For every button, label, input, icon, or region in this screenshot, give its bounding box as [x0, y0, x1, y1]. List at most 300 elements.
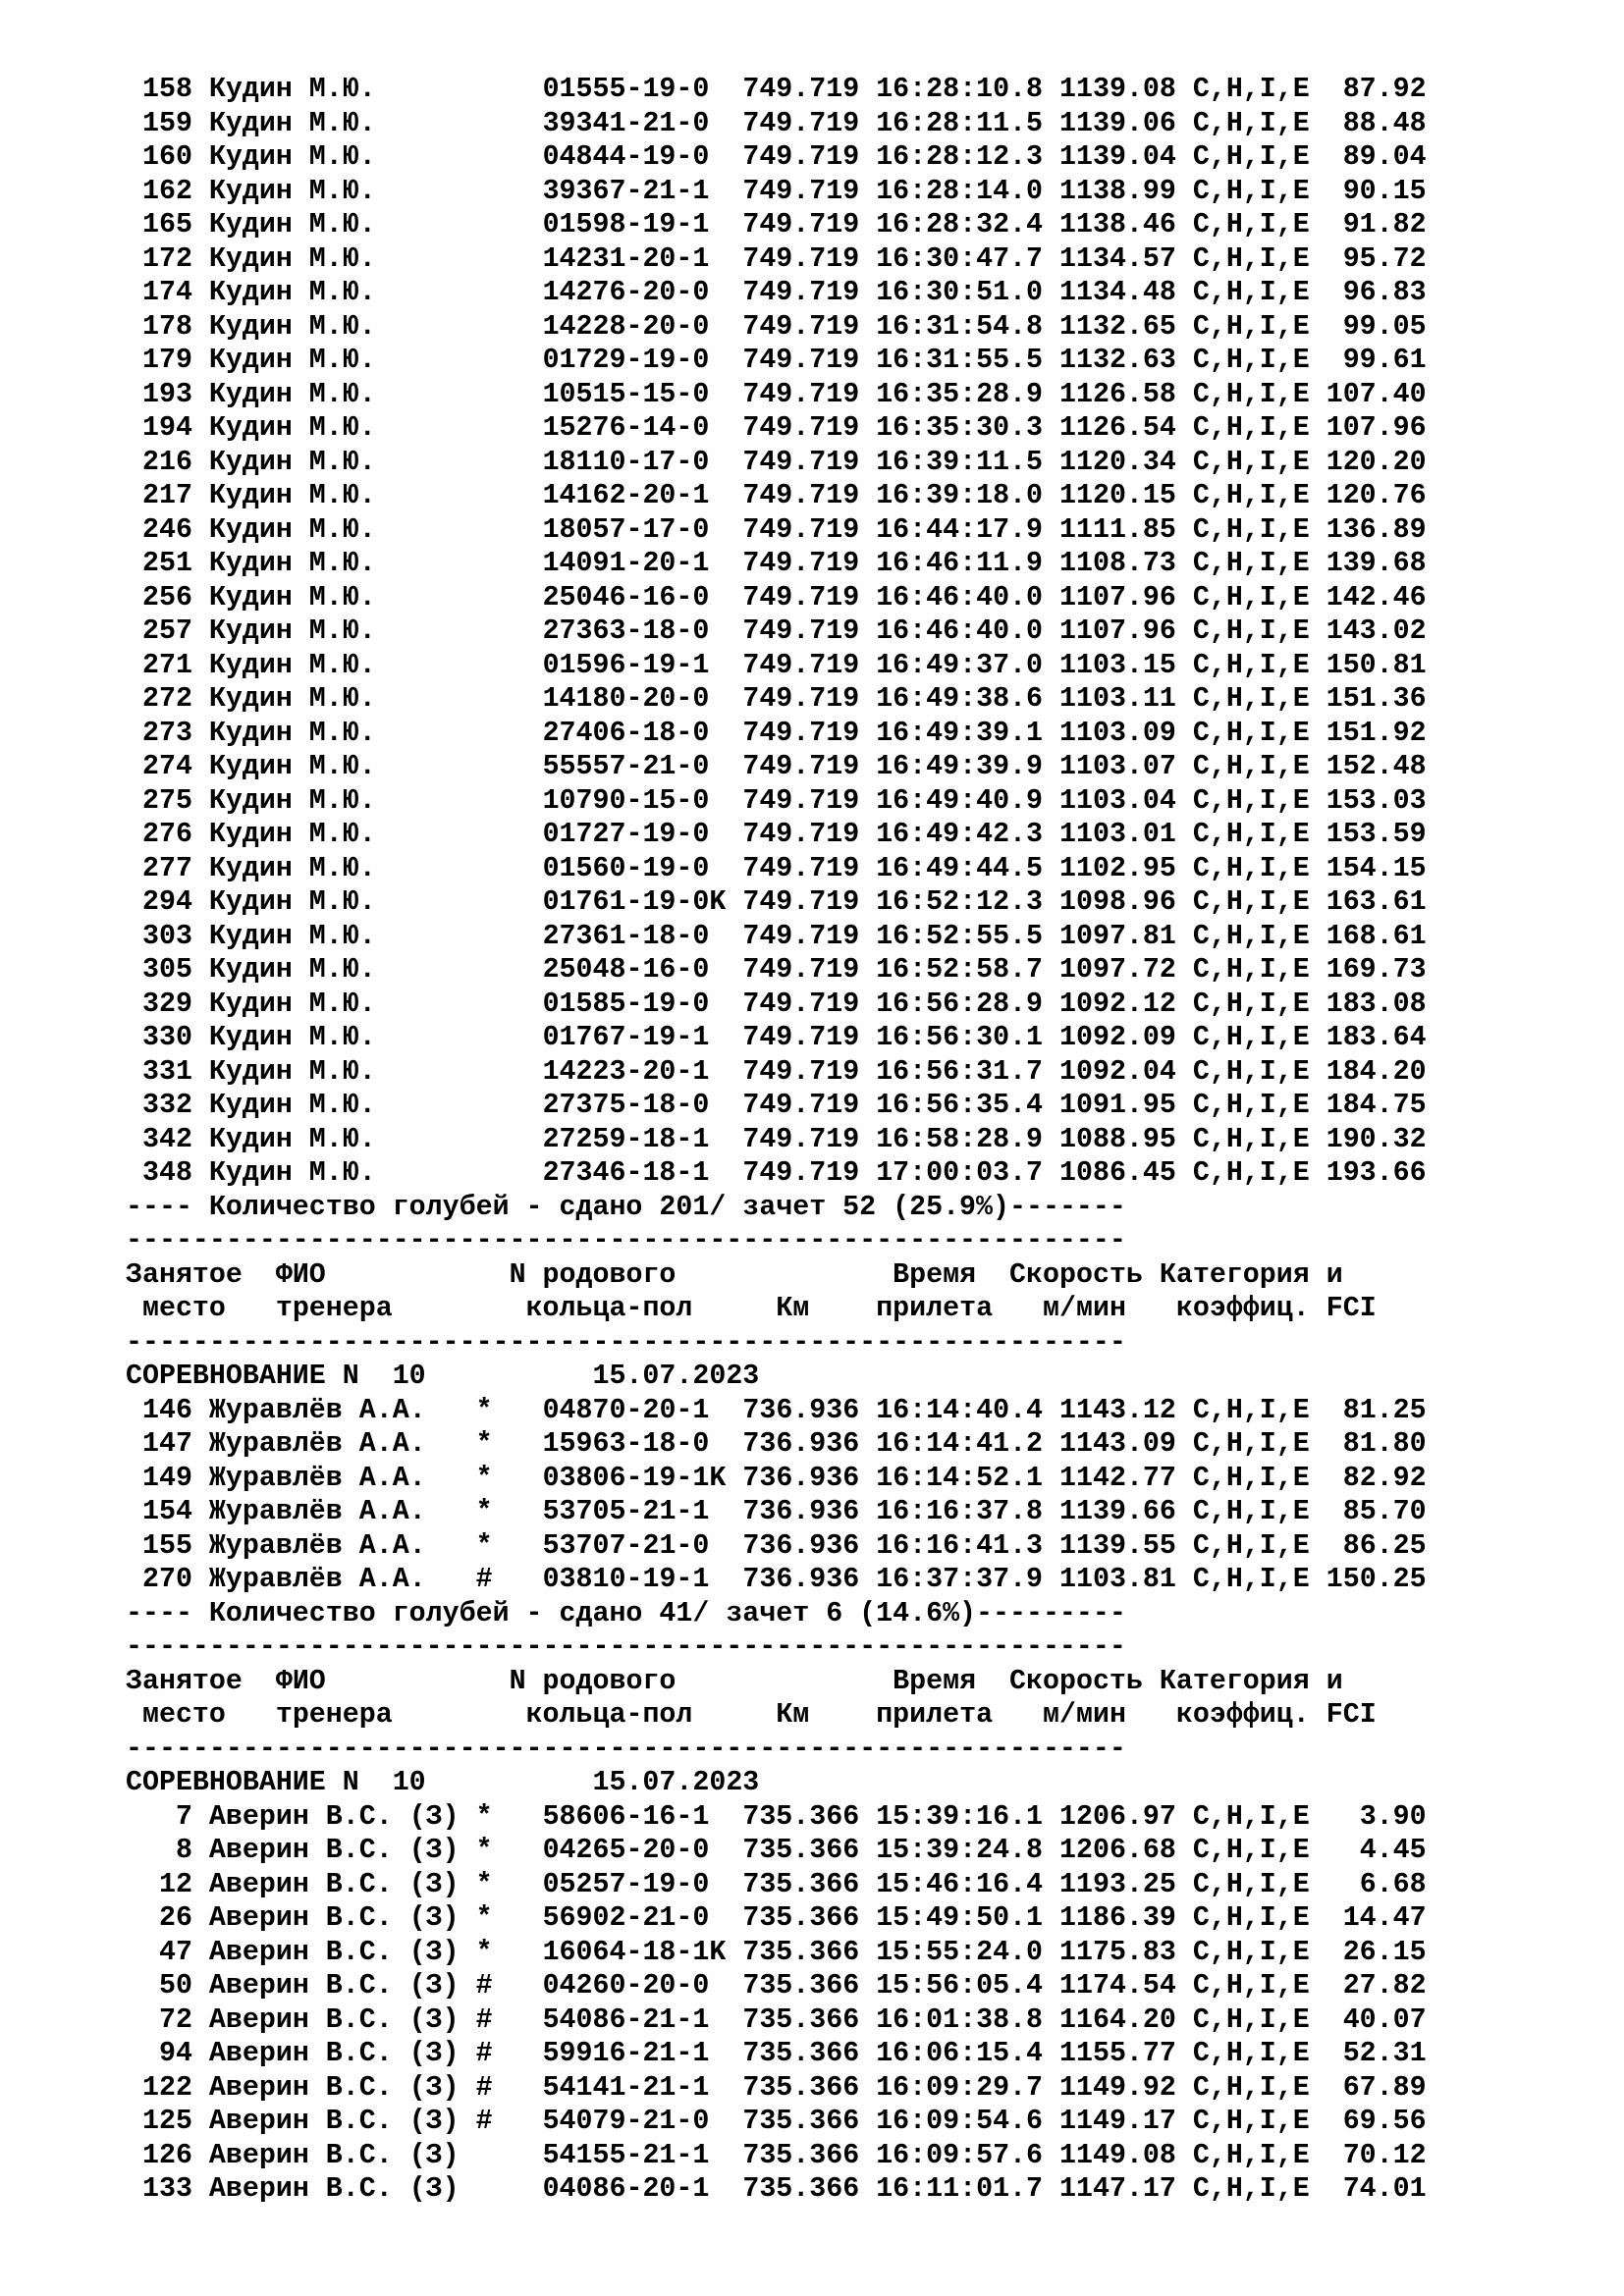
- distance-km: 749.719: [742, 751, 860, 782]
- distance-km: 736.936: [742, 1462, 860, 1494]
- speed: 1103.81: [1059, 1564, 1176, 1595]
- fci-coefficient: 90.15: [1342, 175, 1427, 207]
- col-time-subheader: прилета: [876, 1293, 994, 1324]
- distance-km: 749.719: [742, 74, 860, 105]
- ring-number: 27375-18-0: [542, 1090, 710, 1121]
- category: C,H,I,E: [1192, 2139, 1310, 2171]
- trainer-name: Аверин В.С. (З): [208, 2173, 460, 2205]
- col-category-subheader: коэффиц.: [1175, 1699, 1310, 1731]
- ring-number: 05257-19-0: [542, 1868, 710, 1900]
- fci-coefficient: 143.02: [1326, 615, 1427, 647]
- ring-number: 01598-19-1: [542, 209, 710, 240]
- ring-number: 54155-21-1: [542, 2139, 710, 2171]
- col-time-header: Время: [893, 1258, 977, 1291]
- distance-km: 735.366: [742, 2071, 860, 2104]
- ring-number: 27406-18-0: [542, 717, 710, 749]
- speed: 1139.66: [1059, 1496, 1176, 1527]
- ring-number: 27363-18-0: [542, 615, 710, 647]
- ring-number: 04844-19-0: [542, 141, 710, 173]
- speed: 1186.39: [1059, 1902, 1176, 1934]
- arrival-time: 16:49:40.9: [876, 784, 1044, 817]
- bird-mark: *: [475, 1868, 493, 1900]
- category: C,H,I,E: [1192, 615, 1310, 647]
- bird-mark: *: [475, 1428, 493, 1460]
- distance-km: 749.719: [742, 378, 860, 410]
- competition-date: 15.07.2023: [592, 1361, 760, 1392]
- distance-km: 735.366: [742, 2139, 860, 2171]
- place: 165: [141, 209, 192, 240]
- arrival-time: 16:28:10.8: [876, 74, 1044, 105]
- ring-number: 56902-21-0: [542, 1902, 710, 1934]
- arrival-time: 16:49:39.1: [876, 717, 1044, 749]
- distance-km: 735.366: [742, 2106, 860, 2137]
- category: C,H,I,E: [1192, 852, 1310, 884]
- col-km-header: Км: [776, 1699, 810, 1731]
- speed: 1149.17: [1059, 2106, 1176, 2137]
- category: C,H,I,E: [1192, 209, 1310, 240]
- trainer-name: Журавлёв А.А.: [208, 1462, 426, 1494]
- category: C,H,I,E: [1192, 581, 1310, 614]
- speed: 1092.04: [1059, 1055, 1176, 1088]
- distance-km: 736.936: [742, 1394, 860, 1426]
- place: 329: [141, 988, 192, 1020]
- col-name-header: ФИО: [275, 1258, 326, 1291]
- arrival-time: 16:46:40.0: [876, 581, 1044, 614]
- place: 94: [158, 2038, 192, 2069]
- col-time-subheader: прилета: [876, 1699, 994, 1731]
- col-fci-header: FCI: [1326, 1293, 1377, 1324]
- place: 50: [158, 1970, 192, 2002]
- category: C,H,I,E: [1192, 277, 1310, 308]
- arrival-time: 16:39:18.0: [876, 480, 1044, 511]
- fci-coefficient: 184.75: [1326, 1090, 1427, 1121]
- speed: 1139.06: [1059, 107, 1176, 139]
- fci-coefficient: 152.48: [1326, 751, 1427, 782]
- ring-number: 59916-21-1: [542, 2038, 710, 2069]
- ring-number: 16064-18-1K: [542, 1936, 727, 1968]
- distance-km: 749.719: [742, 683, 860, 715]
- arrival-time: 16:14:41.2: [876, 1428, 1044, 1460]
- trainer-name: Кудин М.Ю.: [208, 852, 376, 884]
- trainer-name: Аверин В.С. (З): [208, 1835, 460, 1866]
- bird-mark: *: [475, 1496, 493, 1527]
- category: C,H,I,E: [1192, 513, 1310, 546]
- distance-km: 749.719: [742, 107, 860, 139]
- fci-coefficient: 153.59: [1326, 819, 1427, 850]
- distance-km: 735.366: [742, 1902, 860, 1934]
- ring-number: 15963-18-0: [542, 1428, 710, 1460]
- trainer-name: Кудин М.Ю.: [208, 412, 376, 444]
- competition-title: СОРЕВНОВАНИЕ N 10: [126, 1361, 426, 1392]
- category: C,H,I,E: [1192, 1835, 1310, 1866]
- trainer-name: Кудин М.Ю.: [208, 446, 376, 478]
- arrival-time: 16:56:31.7: [876, 1055, 1044, 1088]
- bird-mark: *: [475, 1835, 493, 1866]
- col-name-subheader: тренера: [275, 1699, 393, 1731]
- table-row: [126, 2037, 1427, 2071]
- place: 178: [141, 310, 192, 343]
- ring-number: 55557-21-0: [542, 751, 710, 782]
- ring-number: 01727-19-0: [542, 819, 710, 850]
- arrival-time: 16:35:30.3: [876, 412, 1044, 444]
- ring-number: 04086-20-1: [542, 2173, 710, 2205]
- distance-km: 736.936: [742, 1564, 860, 1595]
- distance-km: 735.366: [742, 1835, 860, 1866]
- category: C,H,I,E: [1192, 548, 1310, 579]
- trainer-name: Кудин М.Ю.: [208, 1157, 376, 1189]
- speed: 1174.54: [1059, 1970, 1176, 2002]
- fci-coefficient: 151.92: [1326, 717, 1427, 749]
- ring-number: 25046-16-0: [542, 581, 710, 614]
- speed: 1138.99: [1059, 175, 1176, 207]
- ring-number: 04260-20-0: [542, 1970, 710, 2002]
- col-category-header: Категория и: [1159, 1665, 1343, 1697]
- distance-km: 735.366: [742, 2038, 860, 2069]
- table-row: [126, 411, 1427, 446]
- arrival-time: 16:44:17.9: [876, 513, 1044, 546]
- place: 125: [141, 2106, 192, 2137]
- fci-coefficient: 52.31: [1342, 2038, 1427, 2069]
- trainer-name: Кудин М.Ю.: [208, 175, 376, 207]
- category: C,H,I,E: [1192, 784, 1310, 817]
- distance-km: 749.719: [742, 581, 860, 614]
- col-speed-header: Скорость: [1009, 1665, 1143, 1697]
- arrival-time: 16:49:44.5: [876, 852, 1044, 884]
- table-row: [126, 953, 1427, 988]
- distance-km: 749.719: [742, 513, 860, 546]
- ring-number: 01761-19-0K: [542, 886, 727, 918]
- speed: 1193.25: [1059, 1868, 1176, 1900]
- trainer-name: Кудин М.Ю.: [208, 819, 376, 850]
- place: 159: [141, 107, 192, 139]
- fci-coefficient: 99.05: [1342, 310, 1427, 343]
- bird-mark: *: [475, 1936, 493, 1968]
- arrival-time: 16:16:41.3: [876, 1529, 1044, 1562]
- place: 193: [141, 378, 192, 410]
- category: C,H,I,E: [1192, 242, 1310, 275]
- fci-coefficient: 14.47: [1342, 1902, 1427, 1934]
- trainer-name: Аверин В.С. (З): [208, 1936, 460, 1968]
- arrival-time: 16:52:55.5: [876, 920, 1044, 952]
- ring-number: 27346-18-1: [542, 1157, 710, 1189]
- col-place-subheader: место: [141, 1699, 226, 1731]
- trainer-name: Кудин М.Ю.: [208, 717, 376, 749]
- bird-mark: #: [475, 1564, 493, 1595]
- trainer-name: Кудин М.Ю.: [208, 310, 376, 343]
- trainer-name: Кудин М.Ю.: [208, 886, 376, 918]
- trainer-name: Аверин В.С. (З): [208, 2003, 460, 2036]
- competition-date: 15.07.2023: [592, 1767, 760, 1798]
- place: 47: [158, 1936, 192, 1968]
- arrival-time: 15:55:24.0: [876, 1936, 1044, 1968]
- fci-coefficient: 151.36: [1326, 683, 1427, 715]
- table-row: [126, 1123, 1427, 1157]
- speed: 1092.12: [1059, 988, 1176, 1020]
- arrival-time: 16:49:39.9: [876, 751, 1044, 782]
- table-row: [126, 2003, 1427, 2038]
- category: C,H,I,E: [1192, 886, 1310, 918]
- col-category-header: Категория и: [1159, 1258, 1343, 1291]
- fci-coefficient: 91.82: [1342, 209, 1427, 240]
- arrival-time: 15:49:50.1: [876, 1902, 1044, 1934]
- speed: 1139.08: [1059, 74, 1176, 105]
- fci-coefficient: 87.92: [1342, 74, 1427, 105]
- distance-km: 749.719: [742, 345, 860, 376]
- arrival-time: 16:39:11.5: [876, 446, 1044, 478]
- category: C,H,I,E: [1192, 1868, 1310, 1900]
- fci-coefficient: 6.68: [1359, 1868, 1427, 1900]
- trainer-name: Кудин М.Ю.: [208, 988, 376, 1020]
- distance-km: 749.719: [742, 412, 860, 444]
- ring-number: 03806-19-1K: [542, 1462, 727, 1494]
- trainer-name: Аверин В.С. (З): [208, 2139, 460, 2171]
- trainer-name: Кудин М.Ю.: [208, 480, 376, 511]
- bird-mark: #: [475, 1970, 493, 2002]
- col-category-subheader: коэффиц.: [1175, 1293, 1310, 1324]
- distance-km: 749.719: [742, 175, 860, 207]
- distance-km: 735.366: [742, 1800, 860, 1833]
- table-row: [126, 1055, 1427, 1090]
- place: 216: [141, 446, 192, 478]
- trainer-name: Аверин В.С. (З): [208, 1902, 460, 1934]
- bird-mark: *: [475, 1800, 493, 1833]
- distance-km: 749.719: [742, 784, 860, 817]
- trainer-name: Кудин М.Ю.: [208, 209, 376, 240]
- arrival-time: 15:46:16.4: [876, 1868, 1044, 1900]
- trainer-name: Аверин В.С. (З): [208, 1868, 460, 1900]
- table-row: [126, 1529, 1427, 1564]
- category: C,H,I,E: [1192, 141, 1310, 173]
- distance-km: 749.719: [742, 1055, 860, 1088]
- fci-coefficient: 193.66: [1326, 1157, 1427, 1189]
- competition-title: СОРЕВНОВАНИЕ N 10: [126, 1767, 426, 1798]
- table-row: [126, 750, 1427, 784]
- trainer-name: Кудин М.Ю.: [208, 954, 376, 986]
- fci-coefficient: 150.81: [1326, 649, 1427, 681]
- trainer-name: Кудин М.Ю.: [208, 277, 376, 308]
- fci-coefficient: 70.12: [1342, 2139, 1427, 2171]
- place: 26: [158, 1902, 192, 1934]
- place: 72: [158, 2003, 192, 2036]
- ring-number: 14162-20-1: [542, 480, 710, 511]
- speed: 1111.85: [1059, 513, 1176, 546]
- place: 12: [158, 1868, 192, 1900]
- distance-km: 749.719: [742, 649, 860, 681]
- fci-coefficient: 74.01: [1342, 2173, 1427, 2205]
- ring-number: 14231-20-1: [542, 242, 710, 275]
- place: 270: [141, 1564, 192, 1595]
- table-row: [126, 852, 1427, 886]
- divider: ------------------------------------------------------------: [126, 1733, 1126, 1765]
- ring-number: 53707-21-0: [542, 1529, 710, 1562]
- table-row: [126, 988, 1427, 1022]
- table-row: [126, 1800, 1427, 1835]
- place: 342: [141, 1123, 192, 1155]
- distance-km: 749.719: [742, 988, 860, 1020]
- table-row: [126, 242, 1427, 277]
- table-row: [126, 2172, 1427, 2207]
- table-row: [126, 614, 1427, 649]
- trainer-name: Кудин М.Ю.: [208, 615, 376, 647]
- table-row: [126, 1089, 1427, 1123]
- place: 294: [141, 886, 192, 918]
- table-row: [126, 885, 1427, 920]
- speed: 1132.63: [1059, 345, 1176, 376]
- table-row: [126, 547, 1427, 581]
- fci-coefficient: 3.90: [1359, 1800, 1427, 1833]
- category: C,H,I,E: [1192, 107, 1310, 139]
- speed: 1086.45: [1059, 1157, 1176, 1189]
- bird-mark: #: [475, 2003, 493, 2036]
- place: 179: [141, 345, 192, 376]
- trainer-name: Аверин В.С. (З): [208, 2038, 460, 2069]
- category: C,H,I,E: [1192, 1529, 1310, 1562]
- bird-mark: #: [475, 2071, 493, 2104]
- trainer-name: Аверин В.С. (З): [208, 1800, 460, 1833]
- summary-text: Количество голубей - сдано 201/ зачет 52 (25.9%): [208, 1191, 1009, 1223]
- distance-km: 749.719: [742, 310, 860, 343]
- distance-km: 749.719: [742, 277, 860, 308]
- table-row: [126, 581, 1427, 615]
- speed: 1132.65: [1059, 310, 1176, 343]
- trainer-name: Кудин М.Ю.: [208, 1123, 376, 1155]
- fci-coefficient: 40.07: [1342, 2003, 1427, 2036]
- table-row: [126, 208, 1427, 242]
- trainer-name: Кудин М.Ю.: [208, 920, 376, 952]
- trainer-name: Журавлёв А.А.: [208, 1496, 426, 1527]
- distance-km: 749.719: [742, 954, 860, 986]
- place: 155: [141, 1529, 192, 1562]
- trainer-name: Кудин М.Ю.: [208, 683, 376, 715]
- category: C,H,I,E: [1192, 2106, 1310, 2137]
- col-km-header: Км: [776, 1293, 810, 1324]
- distance-km: 749.719: [742, 819, 860, 850]
- fci-coefficient: 85.70: [1342, 1496, 1427, 1527]
- fci-coefficient: 99.61: [1342, 345, 1427, 376]
- category: C,H,I,E: [1192, 1462, 1310, 1494]
- table-row: [126, 2105, 1427, 2139]
- category: C,H,I,E: [1192, 920, 1310, 952]
- ring-number: 53705-21-1: [542, 1496, 710, 1527]
- speed: 1149.92: [1059, 2071, 1176, 2104]
- distance-km: 749.719: [742, 852, 860, 884]
- distance-km: 749.719: [742, 920, 860, 952]
- distance-km: 749.719: [742, 141, 860, 173]
- ring-number: 14180-20-0: [542, 683, 710, 715]
- distance-km: 735.366: [742, 2173, 860, 2205]
- col-fci-header: FCI: [1326, 1699, 1377, 1731]
- speed: 1088.95: [1059, 1123, 1176, 1155]
- arrival-time: 16:14:52.1: [876, 1462, 1044, 1494]
- category: C,H,I,E: [1192, 819, 1310, 850]
- place: 154: [141, 1496, 192, 1527]
- table-row: [126, 446, 1427, 480]
- place: 172: [141, 242, 192, 275]
- category: C,H,I,E: [1192, 1564, 1310, 1595]
- ring-number: 54141-21-1: [542, 2071, 710, 2104]
- speed: 1175.83: [1059, 1936, 1176, 1968]
- col-speed-subheader: м/мин: [1043, 1699, 1126, 1731]
- speed: 1120.15: [1059, 480, 1176, 511]
- place: 160: [141, 141, 192, 173]
- arrival-time: 16:14:40.4: [876, 1394, 1044, 1426]
- ring-number: 01767-19-1: [542, 1022, 710, 1053]
- speed: 1103.01: [1059, 819, 1176, 850]
- fci-coefficient: 120.76: [1326, 480, 1427, 511]
- ring-number: 01596-19-1: [542, 649, 710, 681]
- col-place-subheader: место: [141, 1293, 226, 1324]
- fci-coefficient: 120.20: [1326, 446, 1427, 478]
- arrival-time: 16:01:38.8: [876, 2003, 1044, 2036]
- trainer-name: Кудин М.Ю.: [208, 581, 376, 614]
- col-name-subheader: тренера: [275, 1293, 393, 1324]
- distance-km: 735.366: [742, 1970, 860, 2002]
- speed: 1126.54: [1059, 412, 1176, 444]
- arrival-time: 16:31:54.8: [876, 310, 1044, 343]
- fci-coefficient: 69.56: [1342, 2106, 1427, 2137]
- fci-coefficient: 107.40: [1326, 378, 1427, 410]
- speed: 1107.96: [1059, 581, 1176, 614]
- ring-number: 39341-21-0: [542, 107, 710, 139]
- arrival-time: 16:56:35.4: [876, 1090, 1044, 1121]
- speed: 1206.68: [1059, 1835, 1176, 1866]
- distance-km: 749.719: [742, 446, 860, 478]
- column-header-row-2: [126, 1698, 1427, 1733]
- col-speed-subheader: м/мин: [1043, 1293, 1126, 1324]
- place: 122: [141, 2071, 192, 2104]
- arrival-time: 16:28:32.4: [876, 209, 1044, 240]
- speed: 1139.04: [1059, 141, 1176, 173]
- speed: 1102.95: [1059, 852, 1176, 884]
- divider: ------------------------------------------------------------: [126, 1326, 1126, 1359]
- fci-coefficient: 190.32: [1326, 1123, 1427, 1155]
- fci-coefficient: 81.25: [1342, 1394, 1427, 1426]
- table-row: [126, 73, 1427, 107]
- summary-line: ---- Количество голубей - сдано 201/ зачет 52 (25.9%)-------: [126, 1191, 1126, 1223]
- distance-km: 749.719: [742, 615, 860, 647]
- place: 305: [141, 954, 192, 986]
- ring-number: 01729-19-0: [542, 345, 710, 376]
- trainer-name: Журавлёв А.А.: [208, 1564, 426, 1595]
- category: C,H,I,E: [1192, 1055, 1310, 1088]
- fci-coefficient: 150.25: [1326, 1564, 1427, 1595]
- trainer-name: Журавлёв А.А.: [208, 1529, 426, 1562]
- arrival-time: 16:52:58.7: [876, 954, 1044, 986]
- trainer-name: Аверин В.С. (З): [208, 2071, 460, 2104]
- fci-coefficient: 107.96: [1326, 412, 1427, 444]
- place: 251: [141, 548, 192, 579]
- ring-number: 14223-20-1: [542, 1055, 710, 1088]
- place: 217: [141, 480, 192, 511]
- speed: 1091.95: [1059, 1090, 1176, 1121]
- place: 194: [141, 412, 192, 444]
- distance-km: 735.366: [742, 2003, 860, 2036]
- distance-km: 736.936: [742, 1428, 860, 1460]
- place: 7: [175, 1800, 192, 1833]
- table-row: [126, 649, 1427, 683]
- fci-coefficient: 95.72: [1342, 242, 1427, 275]
- place: 272: [141, 683, 192, 715]
- ring-number: 14228-20-0: [542, 310, 710, 343]
- arrival-time: 16:56:30.1: [876, 1022, 1044, 1053]
- speed: 1143.09: [1059, 1428, 1176, 1460]
- ring-number: 27259-18-1: [542, 1123, 710, 1155]
- trainer-name: Кудин М.Ю.: [208, 107, 376, 139]
- place: 331: [141, 1055, 192, 1088]
- ring-number: 18057-17-0: [542, 513, 710, 546]
- distance-km: 749.719: [742, 1090, 860, 1121]
- table-row: [126, 1462, 1427, 1496]
